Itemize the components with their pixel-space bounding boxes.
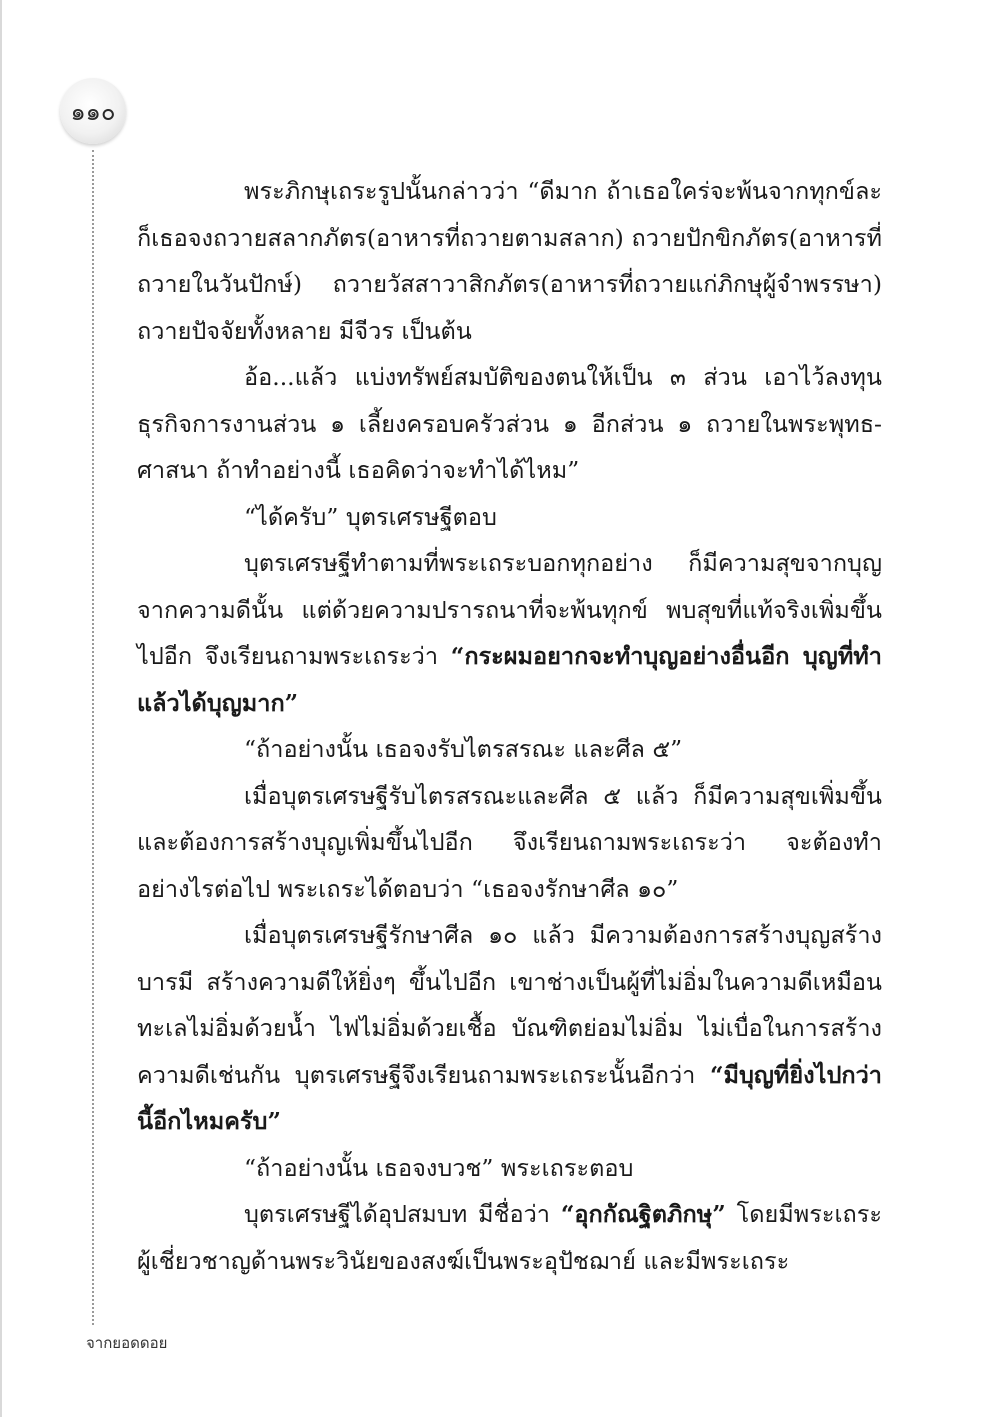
text-segment: “ได้ครับ” บุตรเศรษฐีตอบ [244,502,497,531]
paragraph [137,1145,882,1192]
page-edge [0,0,2,1417]
paragraph [137,912,882,1145]
footer-book-title: จากยอดดอย [86,1334,168,1352]
text-segment: พระภิกษุเถระรูปนั้นกล่าวว่า “ดีมาก ถ้าเธอใคร่จะพ้นจากทุกข์ละก็เธอจงถวายสลากภัตร(อาหารที่ถวายตามสลาก) ถวายปักขิกภัตร(อาหารที่ถวายในวันปักษ์) ถวายวัสสาวาสิกภัตร(อาหารที่ถวายแก่ภิกษุผู้จำพรรษา) ถวายปัจจัยทั้งหลาย มีจีวร เป็นต้น [137,177,882,345]
text-segment: เมื่อบุตรเศรษฐีรับไตรสรณะและศีล ๕ แล้ว ก็มีความสุขเพิ่มขึ้นและต้องการสร้างบุญเพิ่มขึ้นไปอีก จึงเรียนถามพระเถระว่า จะต้องทำอย่างไรต่อไป พระเถระได้ตอบว่า “เธอจงรักษาศีล ๑๐” [137,781,882,903]
paragraph [137,773,882,913]
text-segment: บุตรเศรษฐีได้อุปสมบท มีชื่อว่า [244,1200,561,1228]
paragraph [137,168,882,354]
bold-quote: “มีบุญที่ยิ่งไปกว่านี้อีกไหมครับ” [137,1060,882,1135]
text-segment: อ้อ...แล้ว แบ่งทรัพย์สมบัติของตนให้เป็น ๓ ส่วน เอาไว้ลงทุนธุรกิจการงานส่วน ๑ เลี้ยงครอบครัวส่วน ๑ อีกส่วน ๑ ถวายในพระพุทธ-ศาสนา ถ้าทำอย่างนี้ เธอคิดว่าจะทำได้ไหม” [137,363,882,484]
page-number-badge [60,78,126,144]
text-segment: “ถ้าอย่างนั้น เธอจงบวช” พระเถระตอบ [244,1153,634,1182]
paragraph [137,1191,882,1284]
text-segment: บุตรเศรษฐีทำตามที่พระเถระบอกทุกอย่าง ก็มีความสุขจากบุญจากความดีนั้น แต่ด้วยความปรารถนาที่จะพ้นทุกข์ พบสุขที่แท้จริงเพิ่มขึ้นไปอีก จึงเรียนถามพระเถระว่า [137,549,882,670]
margin-dotted-rule [92,150,94,1325]
paragraph [137,354,882,494]
text-segment: เมื่อบุตรเศรษฐีรักษาศีล ๑๐ แล้ว มีความต้องการสร้างบุญสร้างบารมี สร้างความดีให้ยิ่งๆ ขึ้นไปอีก เขาช่างเป็นผู้ที่ไม่อิ่มในความดีเหมือนทะเลไม่อิ่มด้วยน้ำ ไฟไม่อิ่มด้วยเชื้อ บัณฑิตย่อมไม่อิ่ม ไม่เบื่อในการสร้างความดีเช่นกัน บุตรเศรษฐีจึงเรียนถามพระเถระนั้นอีกว่า [137,921,882,1089]
text-segment: “ถ้าอย่างนั้น เธอจงรับไตรสรณะ และศีล ๕” [244,735,683,763]
paragraph [137,726,882,773]
bold-name: “อุกกัณฐิตภิกษุ” [560,1200,726,1228]
text-segment: โดยมีพระเถระผู้เชี่ยวชาญด้านพระวินัยของสงฆ์เป็นพระอุปัชฌาย์ และมีพระเถระ [137,1200,882,1275]
paragraph [137,540,882,726]
body-text [137,168,882,1284]
paragraph [137,494,882,541]
page-number: ๑๑๐ [70,97,116,126]
bold-quote: “กระผมอยากจะทำบุญอย่างอื่นอีก บุญที่ทำแล้วได้บุญมาก” [137,642,882,717]
